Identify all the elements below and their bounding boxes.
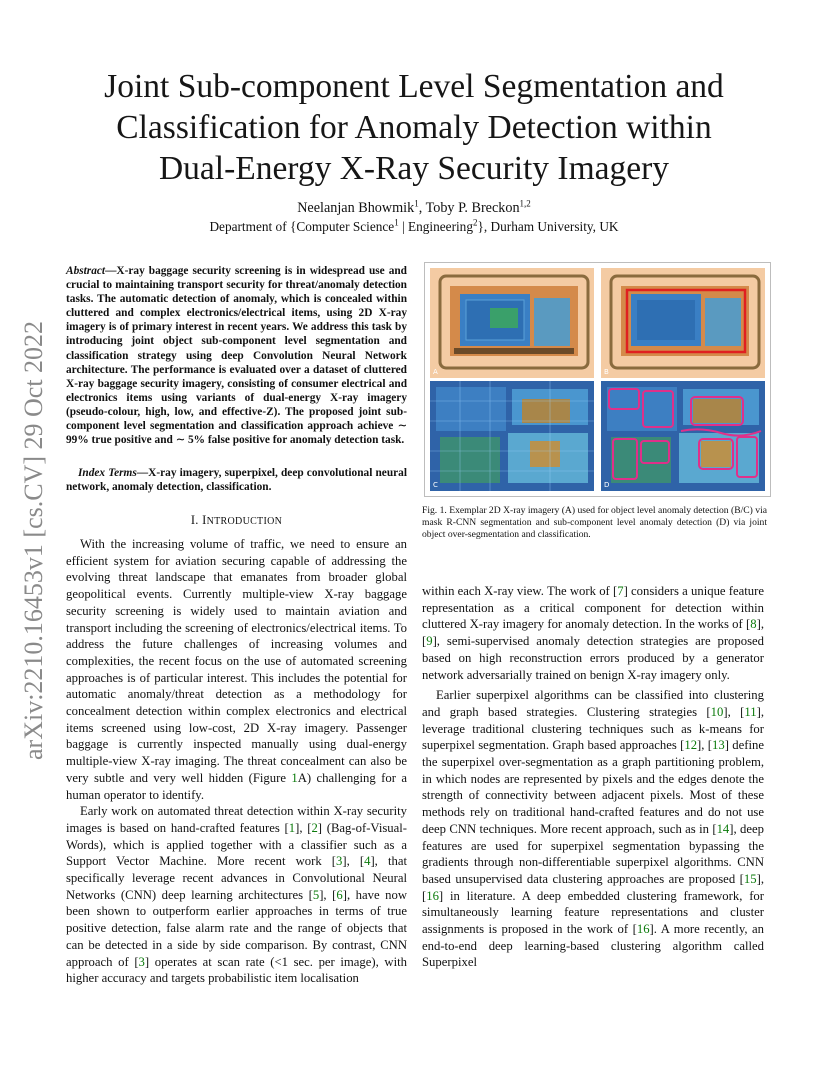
paper-title	[60, 66, 768, 189]
index-terms-text: —X-ray imagery, superpixel, deep convolutional neural network, anomaly detection, classification.	[66, 467, 407, 494]
author-separator: ,	[418, 200, 426, 216]
xray-panel-b	[601, 268, 765, 378]
right-p1-text-d: ], semi-supervised anomaly detection strategies are proposed based on high reconstruction errors produced by a generator network adversarially trained on benign X-ray imagery only.	[422, 634, 764, 682]
index-terms-label: Index Terms	[78, 467, 137, 479]
intro-p2-text-h: ] operates at scan rate (<1 sec. per image), with higher accuracy and targets probabilistic item localisation	[66, 954, 407, 986]
abstract-label: Abstract	[66, 265, 106, 277]
right-p2-text-d: ], [	[697, 738, 713, 753]
affil-text-3: }, Durham University, UK	[477, 219, 619, 234]
citation-1[interactable]: 1	[288, 820, 296, 835]
citation-14[interactable]: 14	[716, 821, 730, 836]
title-line-1: Joint Sub-component Level Segmentation and	[104, 68, 724, 105]
right-p2-text-f: ], deep features are used for superpixel segmentation bypassing the gradients through non-differentiable superpixel algorithms. CNN based unsupervised data clustering approaches are proposed [	[422, 821, 764, 886]
right-p1-text-a: within each X-ray view. The work of [	[422, 584, 618, 598]
author-2: Toby P. Breckon	[425, 200, 520, 216]
intro-p2-text-b: ], [	[295, 820, 312, 835]
intro-p2-text-g: ], have now been shown to outperform earlier approaches in terms of true positive detection, false alarm rate and the range of objects that can be detected in a side by side comparison. By contrast, CNN approach of [	[66, 887, 408, 969]
intro-p2-text-c: ] (Bag-of-Visual-Words), which is applied together with a classifier such as a Support Vector Machine. More recent work [	[66, 820, 408, 869]
citation-16[interactable]: 16	[426, 888, 439, 903]
right-p1-text-c: ], [	[422, 617, 764, 649]
right-p2-text-c: ], leverage traditional clustering techniques such as k-means for superpixel segmentation. Graph based approaches [	[422, 704, 765, 753]
affil-text-1: Department of {Computer Science	[209, 219, 395, 234]
citation-10[interactable]: 10	[710, 704, 724, 719]
title-line-2: Classification for Anomaly Detection within	[116, 109, 712, 146]
panel-label-c: C	[433, 481, 438, 489]
right-p2-text-b: ], [	[723, 704, 745, 719]
intro-p2-text-d: ], [	[342, 854, 365, 869]
citation-15[interactable]: 15	[743, 871, 757, 886]
citation-11[interactable]: 11	[744, 704, 757, 719]
citation-16b[interactable]: 16	[636, 922, 650, 937]
intro-paragraph-1	[66, 536, 407, 803]
xray-panel-a	[430, 268, 594, 378]
citation-12[interactable]: 12	[684, 738, 698, 753]
intro-p2-text-e: ], that specifically leverage recent advances in Convolutional Neural Networks (CNN) deep learning architectures [	[66, 854, 407, 902]
citation-3b[interactable]: 3	[138, 954, 145, 969]
intro-p2-text-a: Early work on automated threat detection within X-ray security images is based on hand-crafted features [	[66, 804, 407, 835]
citation-8[interactable]: 8	[750, 617, 757, 632]
panel-label-d: D	[604, 481, 610, 489]
right-p1-text-b: ] considers a unique feature representation as a critical component for detection within cluttered X-ray imagery for anomaly detection. In the works of [	[422, 584, 764, 632]
right-column	[422, 583, 764, 971]
citation-5[interactable]: 5	[312, 887, 320, 902]
panel-label-b: B	[604, 368, 609, 376]
affiliation	[60, 219, 768, 235]
citation-4[interactable]: 4	[364, 854, 371, 869]
section-heading-introduction	[66, 513, 407, 528]
right-p2-text-h: ] in literature. A deep embedded clustering framework, for simultaneously learning feature representations and cluster assignments is proposed in the work of [	[422, 888, 764, 937]
author-1-affil: 1	[414, 198, 419, 209]
panel-label-a: A	[433, 368, 438, 376]
intro-p1-text-a: With the increasing volume of traffic, we need to ensure an efficient system for aviation securing capable of addressing the evolving threat landscape that emanates from broader global geopolitical events. Currently multiple-view X-ray baggage security screening is widely used to maintain aviation and transport including the screening of electronics/electrical items. To address the future challenges of increasing volumes and complexities, the recent focus on the use of automated screening approaches is of particular interest. This includes the potential for automatic anomaly/threat detection as a methodology for concealment detection within complex electronics and electrical items screened using low-cost, 2D X-ray imagery. Passenger baggage is currently inspected manually using dual-energy multiple-view X-ray imaging. The threat concealment can also be very subtle and very well hidden (Figure	[66, 537, 407, 785]
xray-panel-d	[601, 381, 765, 491]
section-numeral: I.	[190, 513, 203, 527]
right-paragraph-1	[422, 583, 764, 683]
abstract	[66, 264, 407, 447]
arxiv-watermark: arXiv:2210.16453v1 [cs.CV] 29 Oct 2022	[19, 320, 48, 760]
right-p2-text-g: ], [	[422, 871, 764, 903]
section-rest: NTRODUCTION	[206, 516, 283, 527]
authors	[60, 200, 768, 217]
xray-panel-c	[430, 381, 594, 491]
citation-9[interactable]: 9	[426, 634, 433, 649]
figure-ref-1[interactable]: 1	[291, 770, 298, 785]
intro-p2-text-f: ], [	[319, 887, 337, 902]
right-p2-text-a: Earlier superpixel algorithms can be classified into clustering and graph based strategies. Clustering strategies [	[422, 688, 764, 719]
intro-p1-text-b: A) challenging for a human operator to identify.	[66, 770, 407, 802]
right-paragraph-2	[422, 687, 764, 971]
right-p2-text-e: ] define the superpixel over-segmentation as a graph partitioning problem, in which nodes are represented by pixels and the edges denote the strength of connectivity between adjacent pixels. Most of these methods rely on traditional hand-crafted features and do not use deep CNN techniques. More recent approach, such as in [	[422, 738, 764, 836]
citation-3[interactable]: 3	[336, 854, 343, 869]
title-line-3: Dual-Energy X-Ray Security Imagery	[158, 150, 670, 187]
section-cap: I	[202, 513, 207, 527]
citation-2[interactable]: 2	[311, 820, 318, 835]
citation-13[interactable]: 13	[712, 738, 725, 753]
author-2-affil: 1,2	[519, 198, 531, 209]
figure-1	[424, 262, 771, 497]
figure-1-caption: Fig. 1. Exemplar 2D X-ray imagery (A) used for object level anomaly detection (B/C) via mask R-CNN segmentation and sub-component level anomaly detection (D) via joint object over-segmentation and classification.	[422, 505, 767, 541]
citation-7[interactable]: 7	[617, 584, 624, 598]
affil-sup-1: 1	[394, 217, 399, 228]
citation-6[interactable]: 6	[336, 887, 343, 902]
intro-paragraph-2	[66, 803, 407, 987]
affil-text-2: | Engineering	[398, 219, 473, 234]
author-1: Neelanjan Bhowmik	[297, 200, 415, 216]
affil-sup-2: 2	[472, 217, 478, 228]
right-p2-text-i: ]. A more recently, an end-to-end deep learning-based clustering algorithm called Superpixel	[422, 922, 764, 970]
abstract-text: —X-ray baggage security screening is in widespread use and crucial to maintaining transport security for threat/anomaly detection tasks. The automatic detection of anomaly, which is concealed within cluttered and complex electronics/electrical items, using 2D X-ray imagery is of primary interest in recent years. We address this task by introducing joint object sub-component level segmentation and classification strategy using deep Convolution Neural Network architecture. The performance is evaluated over a dataset of cluttered X-ray baggage security imagery, consisting of consumer electrical and electronics items using variants of dual-energy X-ray imagery (pseudo-colour, high, low, and effective-Z). The proposed joint sub-component level segmentation and classification approach achieve ∼ 99% true positive and ∼ 5% false positive for anomaly detection task.	[66, 265, 407, 447]
index-terms	[66, 466, 407, 494]
intro-left-column	[66, 536, 407, 987]
